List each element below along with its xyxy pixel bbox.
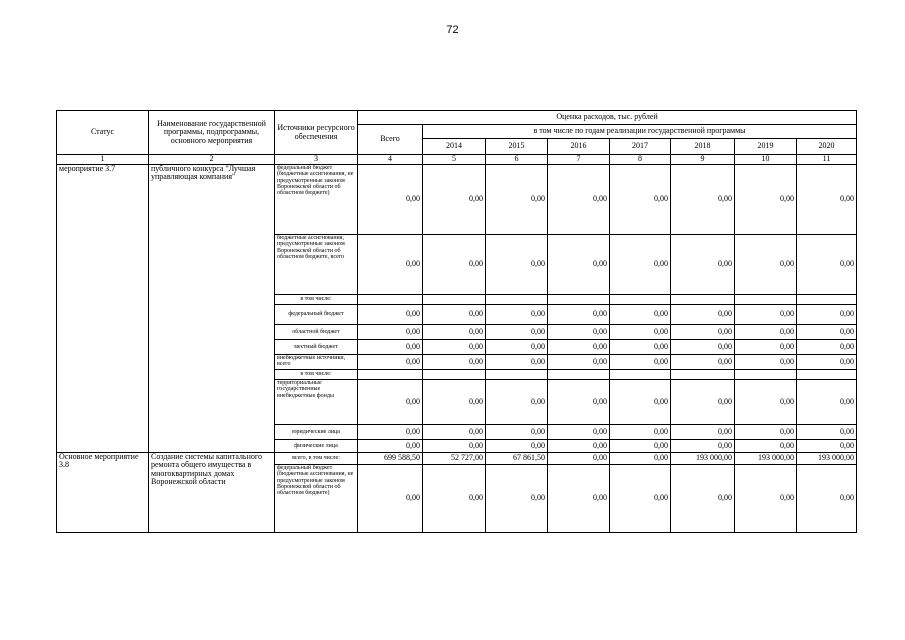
- year-value-cell: [486, 370, 548, 380]
- year-value-cell: 0,00: [548, 440, 610, 453]
- year-value-cell: [610, 295, 671, 305]
- column-index: 9: [671, 155, 735, 165]
- year-value-cell: 0,00: [423, 425, 486, 440]
- page-number: 72: [446, 24, 459, 36]
- budget-table: [56, 110, 857, 533]
- year-value-cell: 0,00: [610, 425, 671, 440]
- year-value-cell: 0,00: [735, 340, 797, 355]
- year-value-cell: 0,00: [797, 325, 857, 340]
- year-value-cell: 0,00: [735, 465, 797, 533]
- year-value-cell: [548, 370, 610, 380]
- year-value-cell: [797, 370, 857, 380]
- year-value-cell: 193 000,00: [797, 453, 857, 465]
- year-value-cell: [423, 370, 486, 380]
- year-value-cell: 0,00: [486, 380, 548, 425]
- source-cell: всего, в том числе:: [275, 453, 358, 465]
- year-value-cell: 0,00: [671, 325, 735, 340]
- year-value-cell: 0,00: [735, 325, 797, 340]
- year-value-cell: 0,00: [548, 305, 610, 325]
- year-value-cell: 0,00: [671, 235, 735, 295]
- year-value-cell: 0,00: [735, 425, 797, 440]
- year-value-cell: [423, 295, 486, 305]
- column-index: 10: [735, 155, 797, 165]
- year-value-cell: 0,00: [548, 465, 610, 533]
- header-total: Всего: [358, 125, 423, 155]
- year-value-cell: 0,00: [610, 340, 671, 355]
- year-value-cell: 0,00: [486, 465, 548, 533]
- row-name: Создание системы капитального ремонта общего имущества в многоквартирных домах Воронежской области: [149, 453, 275, 533]
- header-year: 2017: [610, 139, 671, 155]
- source-cell: бюджетные ассигнования, предусмотренные законом Воронежской области об областном бюджете, всего: [275, 235, 358, 295]
- year-value-cell: 0,00: [797, 425, 857, 440]
- year-value-cell: 0,00: [671, 165, 735, 235]
- year-value-cell: [671, 295, 735, 305]
- year-value-cell: 0,00: [735, 355, 797, 370]
- source-cell: территориальные государственные внебюджетные фонды: [275, 380, 358, 425]
- year-value-cell: 0,00: [797, 380, 857, 425]
- year-value-cell: 193 000,00: [671, 453, 735, 465]
- year-value-cell: 0,00: [671, 305, 735, 325]
- header-year: 2015: [486, 139, 548, 155]
- year-value-cell: 0,00: [735, 440, 797, 453]
- year-value-cell: 0,00: [610, 325, 671, 340]
- year-value-cell: 0,00: [735, 165, 797, 235]
- source-cell: внебюджетные источники, всего: [275, 355, 358, 370]
- header-by-years: в том числе по годам реализации государственной программы: [423, 125, 857, 139]
- row-status: Основное мероприятие 3.8: [57, 453, 149, 533]
- header-year: 2019: [735, 139, 797, 155]
- year-value-cell: 0,00: [548, 165, 610, 235]
- year-value-cell: 0,00: [548, 340, 610, 355]
- year-value-cell: [735, 295, 797, 305]
- column-index: 11: [797, 155, 857, 165]
- year-value-cell: 0,00: [423, 355, 486, 370]
- table-row: [57, 165, 857, 235]
- column-index: 7: [548, 155, 610, 165]
- year-value-cell: [797, 295, 857, 305]
- year-value-cell: 0,00: [610, 165, 671, 235]
- year-value-cell: 0,00: [610, 305, 671, 325]
- year-value-cell: 0,00: [423, 235, 486, 295]
- year-value-cell: [610, 370, 671, 380]
- year-value-cell: 67 861,50: [486, 453, 548, 465]
- year-value-cell: 0,00: [797, 465, 857, 533]
- total-cell: 0,00: [358, 425, 423, 440]
- year-value-cell: 52 727,00: [423, 453, 486, 465]
- table-row: [57, 453, 857, 465]
- year-value-cell: 0,00: [486, 440, 548, 453]
- source-cell: федеральный бюджет (бюджетные ассигнования, не предусмотренные законом Воронежской области об областном бюджете): [275, 165, 358, 235]
- year-value-cell: 0,00: [486, 340, 548, 355]
- year-value-cell: 0,00: [548, 453, 610, 465]
- year-value-cell: [486, 295, 548, 305]
- source-cell: в том числе:: [275, 295, 358, 305]
- total-cell: 699 588,50: [358, 453, 423, 465]
- total-cell: 0,00: [358, 340, 423, 355]
- row-status: мероприятие 3.7: [57, 165, 149, 453]
- column-index: 5: [423, 155, 486, 165]
- source-cell: областной бюджет: [275, 325, 358, 340]
- year-value-cell: 0,00: [671, 425, 735, 440]
- year-value-cell: 0,00: [423, 325, 486, 340]
- source-cell: юридические лица: [275, 425, 358, 440]
- year-value-cell: 0,00: [671, 340, 735, 355]
- year-value-cell: 0,00: [610, 380, 671, 425]
- year-value-cell: [548, 295, 610, 305]
- year-value-cell: 0,00: [797, 355, 857, 370]
- year-value-cell: 0,00: [486, 165, 548, 235]
- year-value-cell: 0,00: [423, 380, 486, 425]
- year-value-cell: 0,00: [797, 340, 857, 355]
- header-year: 2018: [671, 139, 735, 155]
- total-cell: 0,00: [358, 355, 423, 370]
- source-cell: федеральный бюджет (бюджетные ассигнования, не предусмотренные законом Воронежской области об областном бюджете): [275, 465, 358, 533]
- year-value-cell: 193 000,00: [735, 453, 797, 465]
- column-index: 4: [358, 155, 423, 165]
- header-year: 2016: [548, 139, 610, 155]
- header-year: 2020: [797, 139, 857, 155]
- year-value-cell: 0,00: [735, 380, 797, 425]
- year-value-cell: 0,00: [423, 305, 486, 325]
- total-cell: 0,00: [358, 305, 423, 325]
- year-value-cell: 0,00: [423, 465, 486, 533]
- year-value-cell: [671, 370, 735, 380]
- year-value-cell: 0,00: [486, 235, 548, 295]
- year-value-cell: 0,00: [735, 235, 797, 295]
- year-value-cell: 0,00: [735, 305, 797, 325]
- source-cell: местный бюджет: [275, 340, 358, 355]
- year-value-cell: 0,00: [486, 305, 548, 325]
- year-value-cell: 0,00: [548, 325, 610, 340]
- year-value-cell: 0,00: [610, 465, 671, 533]
- source-cell: федеральный бюджет: [275, 305, 358, 325]
- year-value-cell: 0,00: [610, 453, 671, 465]
- header-name: Наименование государственной программы, подпрограммы, основного мероприятия: [149, 111, 275, 155]
- column-index: 3: [275, 155, 358, 165]
- year-value-cell: 0,00: [486, 355, 548, 370]
- year-value-cell: 0,00: [548, 380, 610, 425]
- year-value-cell: 0,00: [423, 440, 486, 453]
- year-value-cell: 0,00: [610, 355, 671, 370]
- year-value-cell: 0,00: [548, 425, 610, 440]
- year-value-cell: 0,00: [797, 305, 857, 325]
- source-cell: физические лица: [275, 440, 358, 453]
- year-value-cell: 0,00: [610, 235, 671, 295]
- header-sources: Источники ресурсного обеспечения: [275, 111, 358, 155]
- total-cell: 0,00: [358, 165, 423, 235]
- column-index: 8: [610, 155, 671, 165]
- total-cell: 0,00: [358, 325, 423, 340]
- header-estimate: Оценка расходов, тыс. рублей: [358, 111, 857, 125]
- year-value-cell: 0,00: [671, 355, 735, 370]
- year-value-cell: 0,00: [671, 465, 735, 533]
- year-value-cell: 0,00: [548, 355, 610, 370]
- total-cell: [358, 295, 423, 305]
- year-value-cell: 0,00: [486, 425, 548, 440]
- total-cell: 0,00: [358, 465, 423, 533]
- year-value-cell: 0,00: [423, 340, 486, 355]
- total-cell: [358, 370, 423, 380]
- header-status: Статус: [57, 111, 149, 155]
- year-value-cell: 0,00: [486, 325, 548, 340]
- year-value-cell: 0,00: [797, 440, 857, 453]
- total-cell: 0,00: [358, 440, 423, 453]
- column-index: 2: [149, 155, 275, 165]
- year-value-cell: [735, 370, 797, 380]
- row-name: публичного конкурса "Лучшая управляющая компания": [149, 165, 275, 453]
- year-value-cell: 0,00: [671, 380, 735, 425]
- year-value-cell: 0,00: [797, 165, 857, 235]
- column-index: 6: [486, 155, 548, 165]
- year-value-cell: 0,00: [610, 440, 671, 453]
- header-year: 2014: [423, 139, 486, 155]
- year-value-cell: 0,00: [423, 165, 486, 235]
- source-cell: в том числе:: [275, 370, 358, 380]
- year-value-cell: 0,00: [797, 235, 857, 295]
- column-index: 1: [57, 155, 149, 165]
- total-cell: 0,00: [358, 235, 423, 295]
- year-value-cell: 0,00: [548, 235, 610, 295]
- total-cell: 0,00: [358, 380, 423, 425]
- year-value-cell: 0,00: [671, 440, 735, 453]
